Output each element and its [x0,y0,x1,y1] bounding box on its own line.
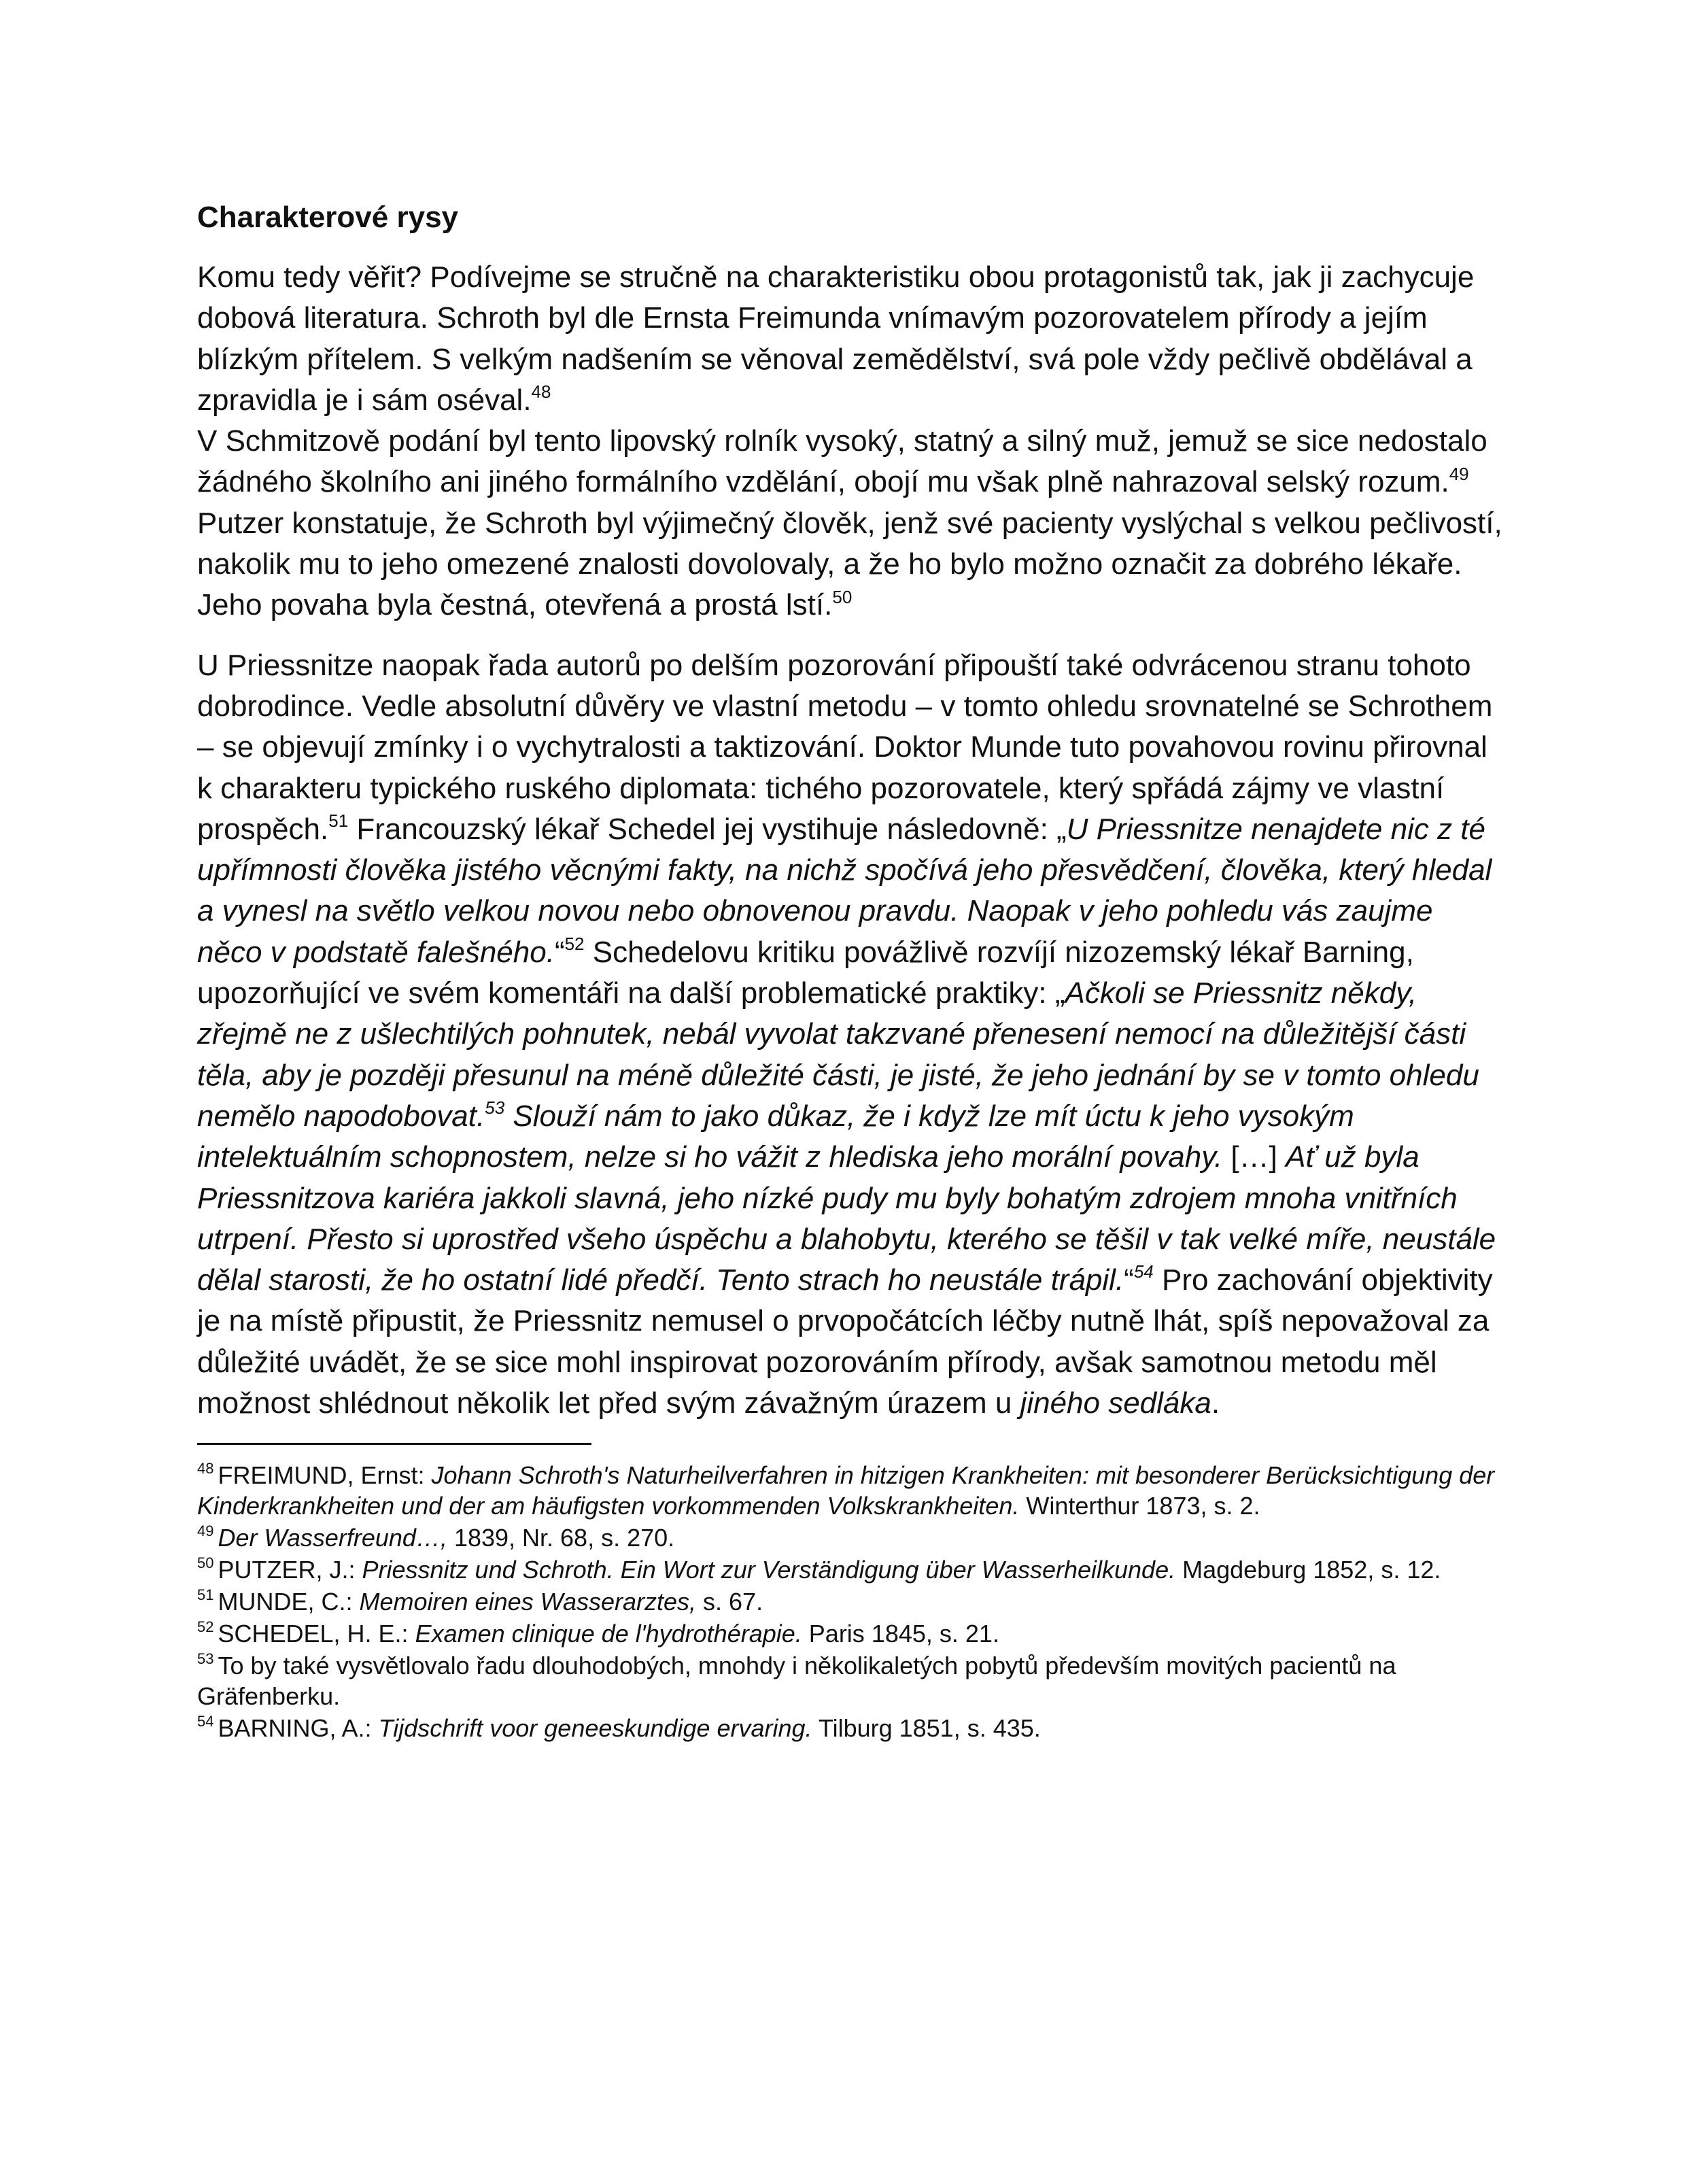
footnote-text: Paris 1845, s. 21. [802,1620,999,1648]
paragraph-text: Francouzský lékař Schedel jej vystihuje následovně: „ [348,812,1067,846]
footnote-item [197,1460,1502,1521]
footnote-text: MUNDE, C.: [218,1588,360,1616]
footnote-text: Magdeburg 1852, s. 12. [1175,1556,1441,1584]
paragraph-1 [197,257,1502,626]
section-heading: Charakterové rysy [197,201,459,234]
paragraph-text: Schedelovu kritiku povážlivě rozvíjí nizozemský lékař Barning, upozorňující ve svém komentáři na další problematické praktiky: „ [197,935,1414,1010]
footnote-ref[interactable]: 51 [328,811,349,832]
footnote-number: 54 [197,1713,214,1730]
footnote-text: Tilburg 1851, s. 435. [812,1714,1041,1743]
footnote-text: PUTZER, J.: [218,1556,362,1584]
paragraph-text: […] [1222,1140,1286,1174]
footnote-number: 53 [197,1650,214,1668]
footnote-text: 1839, Nr. 68, s. 270. [447,1524,675,1552]
footnote-text: s. 67. [696,1588,763,1616]
paragraph-text: . [1211,1386,1220,1420]
footnote-ref[interactable]: 48 [531,381,551,403]
footnote-number: 51 [197,1586,214,1604]
footnote-number: 48 [197,1460,214,1478]
footnotes [197,1460,1502,1743]
footnote-item [197,1618,1502,1649]
quote-text: U Priessnitze nenajdete nic z té upřímnosti člověka jistého věcnými fakty, na nichž spočívá jeho přesvědčení, člověka, který hledal a vynesl na světlo velkou novou nebo obnovenou pravdu. Naopak v jeho pohledu vás zaujme něco v podstatě falešného. [197,812,1492,969]
footnote-title: Memoiren eines Wasserarztes, [359,1588,697,1616]
footnote-ref[interactable]: 53 [485,1097,505,1119]
footnote-title: Johann Schroth's Naturheilverfahren in hitzigen Krankheiten: mit besonderer Berücksichtigung der Kinderkrankheiten und der am häufigsten vorkommenden Volkskrankheiten. [197,1461,1495,1520]
footnote-ref[interactable]: 50 [832,586,853,607]
paragraph-2 [197,645,1502,1424]
footnote-item [197,1650,1502,1711]
footnote-title: Examen clinique de l'hydrothérapie. [415,1620,802,1648]
footnote-text: Winterthur 1873, s. 2. [1019,1492,1260,1520]
footnote-number: 50 [197,1554,214,1572]
footnote-item [197,1522,1502,1553]
page-content [197,197,1502,1745]
paragraph-text: “ [1124,1263,1134,1297]
footnote-number: 49 [197,1522,214,1540]
quote-text: Slouží nám to jako důkaz, že i když lze mít úctu k jeho vysokým intelektuálním schopnostem, nelze si ho vážit z hlediska jeho morální povahy. [197,1099,1354,1174]
footnote-number: 52 [197,1618,214,1636]
quote-text: Ať už byla Priessnitzova kariéra jakkoli slavná, jeho nízké pudy mu byly bohatým zdrojem mnoha vnitřních utrpení. Přesto si uprostřed všeho úspěchu a blahobytu, kterého se těšil v tak velké míře, neustále dělal starosti, že ho ostatní lidé předčí. Tento strach ho neustále trápil. [197,1140,1496,1297]
paragraph-text: Pro zachování objektivity je na místě připustit, že Priessnitz nemusel o prvopočátcích léčby nutně lhát, spíš nepovažoval za důležité uvádět, že se sice mohl inspirovat pozorováním přírody, avšak samotnou metodu měl možnost shlédnout několik let před svým závažným úrazem u [197,1263,1493,1420]
footnote-item [197,1713,1502,1743]
paragraph-text: Komu tedy věřit? Podívejme se stručně na charakteristiku obou protagonistů tak, jak ji zachycuje dobová literatura. Schroth byl dle Ernsta Freimunda vnímavým pozorovatelem přírody a jejím blízkým přítelem. S velkým nadšením se věnoval zemědělství, svá pole vždy pečlivě obdělával a zpravidla je i sám oséval. [197,260,1475,417]
footnote-item [197,1586,1502,1617]
footnote-item [197,1554,1502,1585]
paragraph-text: “ [554,935,565,969]
paragraph-text: V Schmitzově podání byl tento lipovský rolník vysoký, statný a silný muž, jemuž se sice nedostalo žádného školního ani jiného formálního vzdělání, obojí mu však plně nahrazoval selský rozum. [197,424,1487,499]
footnote-ref[interactable]: 49 [1449,463,1469,484]
footnote-title: Der Wasserfreund…, [218,1524,447,1552]
footnote-title: Priessnitz und Schroth. Ein Wort zur Verständigung über Wasserheilkunde. [362,1556,1176,1584]
footnote-text: FREIMUND, Ernst: [218,1461,432,1490]
paragraph-text: Putzer konstatuje, že Schroth byl výjimečný člověk, jenž své pacienty vyslýchal s velkou pečlivostí, nakolik mu to jeho omezené znalosti dovolovaly, a že ho bylo možno označit za dobrého lékaře. Jeho povaha byla čestná, otevřená a prostá lstí. [197,506,1502,622]
footnote-ref[interactable]: 54 [1133,1261,1154,1282]
footnote-text: SCHEDEL, H. E.: [218,1620,415,1648]
footnote-text: BARNING, A.: [218,1714,379,1743]
footnote-title: Tijdschrift voor geneeskundige ervaring. [378,1714,812,1743]
footnote-text: To by také vysvětlovalo řadu dlouhodobých, mnohdy i několikaletých pobytů především movitých pacientů na Gräfenberku. [197,1652,1396,1711]
footnote-ref[interactable]: 52 [564,934,585,955]
footnote-divider [197,1443,591,1445]
quote-text: Ačkoli se Priessnitz někdy, zřejmě ne z ušlechtilých pohnutek, nebál vyvolat takzvané přenesení nemocí na důležitější části těla, aby je později přesunul na méně důležité části, je jisté, že jeho jednání by se v tomto ohledu nemělo napodobovat. [197,976,1479,1133]
emphasis-text: jiného sedláka [1020,1386,1211,1420]
paragraph-text: U Priessnitze naopak řada autorů po delším pozorování připouští také odvrácenou stranu tohoto dobrodince. Vedle absolutní důvěry ve vlastní metodu – v tomto ohledu srovnatelné se Schrothem – se objevují zmínky i o vychytralosti a taktizování. Doktor Munde tuto povahovou rovinu přirovnal k charakteru typického ruského diplomata: tichého pozorovatele, který spřádá zájmy ve vlastní prospěch. [197,648,1493,846]
